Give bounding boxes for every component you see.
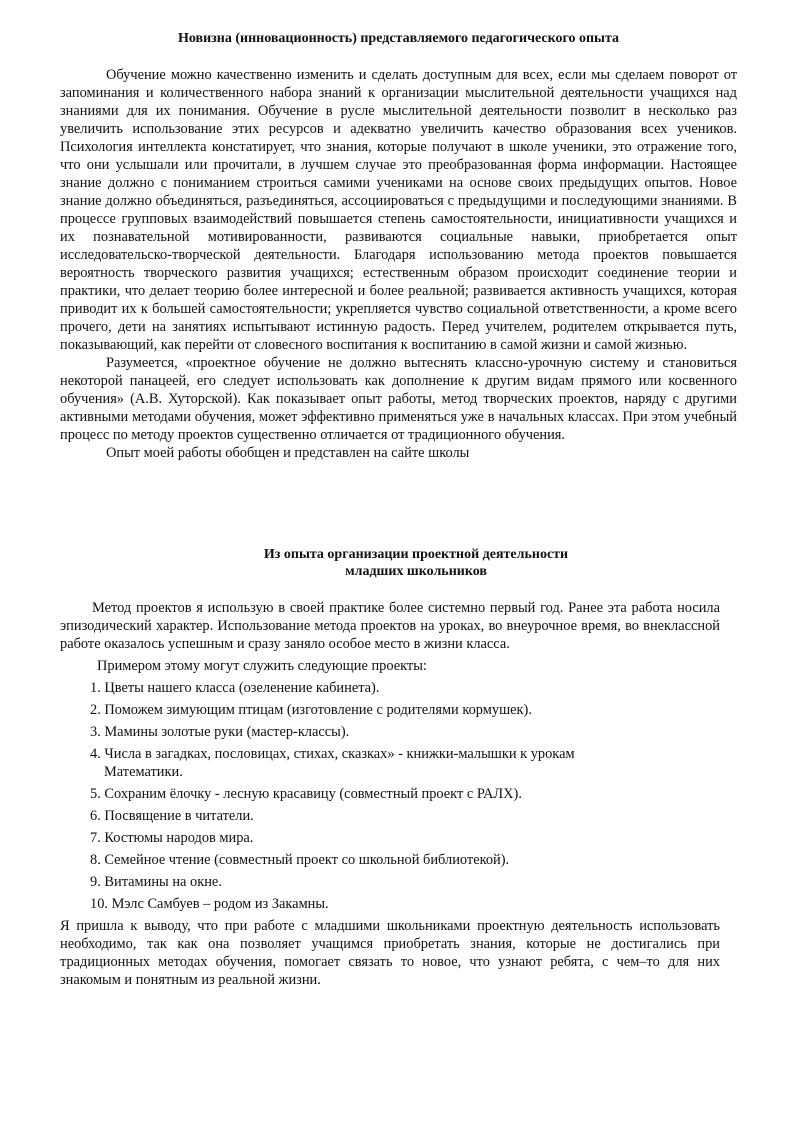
section1-title: Новизна (инновационность) представляемого педагогического опыта: [178, 31, 619, 46]
list-item: 7. Костюмы народов мира.: [90, 830, 254, 846]
list-item: 5. Сохраним ёлочку - лесную красавицу (совместный проект с РАЛХ).: [90, 786, 522, 802]
list-item-text: 4. Числа в загадках, пословицах, стихах, сказках» - книжки-малышки к урокам: [90, 746, 575, 762]
list-item: 1. Цветы нашего класса (озеленение кабинета).: [90, 680, 380, 696]
section2-title-line2: младших школьников: [345, 564, 487, 579]
section2-intro: Метод проектов я использую в своей практике более системно первый год. Ранее эта работа носила эпизодический характер. Использование метода проектов на уроках, во внеурочное время, во внеклассной работе оказалось успешным и сразу заняло особое место в жизни класса.: [60, 600, 720, 652]
section2-title: [60, 546, 772, 580]
list-item: 8. Семейное чтение (совместный проект со школьной библиотекой).: [90, 852, 510, 868]
projects-intro: Примером этому могут служить следующие проекты:: [97, 658, 427, 674]
list-item: 3. Мамины золотые руки (мастер-классы).: [90, 724, 350, 740]
section2-conclusion: Я пришла к выводу, что при работе с младшими школьниками проектную деятельность использовать необходимо, так как она позволяет учащимся приобретать знания, которые не достигались при традиционных методах обучения, помогает связать то новое, что узнают ребята, с чем–то для них знакомым и понятным из реальной жизни.: [60, 918, 720, 988]
list-item-continuation: Математики.: [104, 764, 183, 780]
section1-paragraph-1: Обучение можно качественно изменить и сделать доступным для всех, если мы сделаем поворот от запоминания и количественного набора знаний к организации мыслительной деятельности учащихся над знаниями для их понимания. Обучение в русле мыслительной деятельности позволит в несколько раз увеличить использование этих ресурсов и адекватно увеличить качество образования всех учеников. Психология интеллекта констатирует, что знания, которые получают в школе ученики, это отражение того, что они услышали или прочитали, в лучшем случае это преобразованная форма информации. Настоящее знание должно с пониманием строиться самими учениками на основе своих предыдущих опытов. Новое знание должно объединяться, разъединяться, ассоциироваться с предыдущими и последующими знаниями. В процессе групповых взаимодействий повышается степень самостоятельности, инициативности учащихся и их познавательной мотивированности, развиваются социальные навыки, приобретается опыт исследовательско-творческой деятельности. Благодаря использованию метода проектов повышается вероятность творческого развития учащихся; естественным образом происходит соединение теории и практики, что делает теорию более интересной и более реальной; развивается активность учащихся, которая приводит их к большей самостоятельности; укрепляется чувство социальной ответственности, а кроме всего прочего, дети на занятиях испытывают истинную радость. Перед учителем, родителем открывается путь, показывающий, как перейти от словесного воспитания к воспитанию в самой жизни и самой жизнью.: [60, 67, 737, 353]
projects-list: [60, 679, 720, 913]
list-item: 6. Посвящение в читатели.: [90, 808, 254, 824]
list-item: 9. Витамины на окне.: [90, 874, 222, 890]
section1-paragraph-2: Разумеется, «проектное обучение не должно вытеснять классно-урочную систему и становиться некоторой панацеей, его следует использовать как дополнение к другим видам прямого или косвенного обучения» (А.В. Хуторской). Как показывает опыт работы, метод творческих проектов, наряду с другими активными методами обучения, может эффективно применяться уже в начальных классах. При этом учебный процесс по методу проектов существенно отличается от традиционного обучения.: [60, 355, 737, 443]
section2-body: [60, 599, 720, 989]
section1-body: [60, 66, 737, 462]
section2-title-line1: Из опыта организации проектной деятельности: [263, 547, 569, 562]
list-item: [60, 745, 720, 781]
list-item: 10. Мэлс Самбуев – родом из Закамны.: [90, 896, 329, 912]
list-item: 2. Поможем зимующим птицам (изготовление с родителями кормушек).: [90, 702, 532, 718]
section1-paragraph-3: Опыт моей работы обобщен и представлен на сайте школы: [106, 445, 470, 461]
